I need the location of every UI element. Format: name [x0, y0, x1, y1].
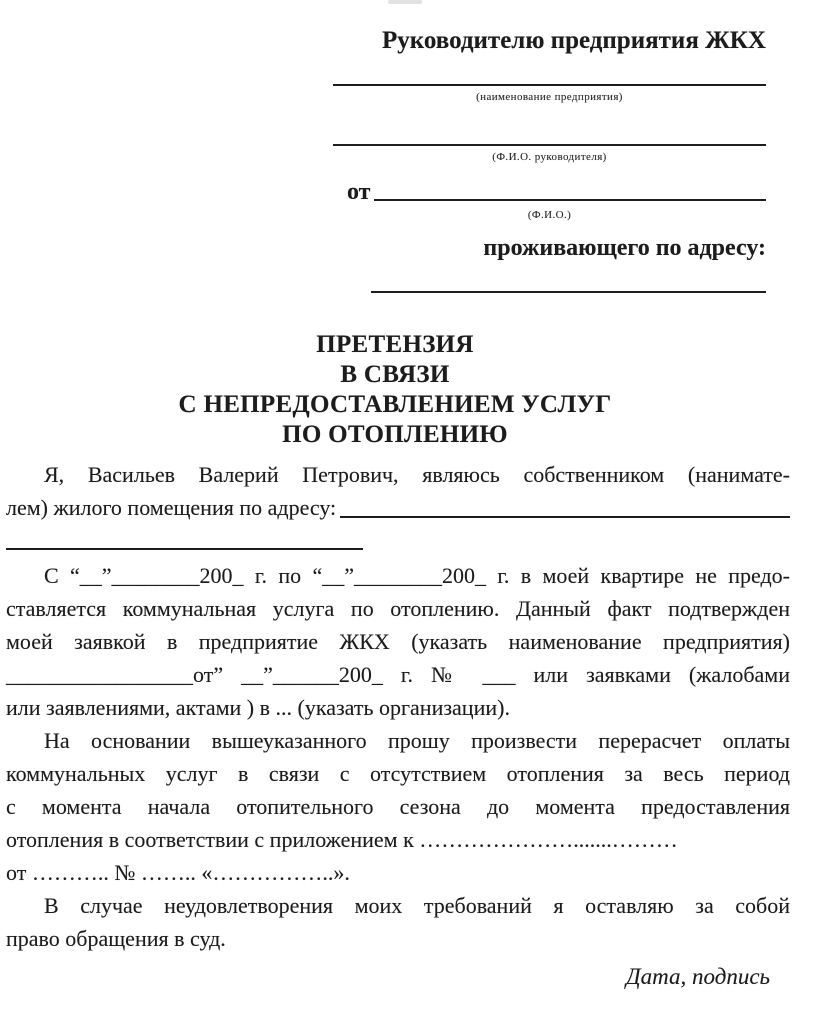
from-label: от	[347, 179, 371, 205]
address-continuation-blank-line	[6, 524, 363, 550]
paragraph-owner-statement	[6, 458, 790, 550]
body-line: Я, Васильев Валерий Петрович, являюсь собственником (нанимате-	[44, 462, 790, 487]
document-title-line-2: В СВЯЗИ	[340, 361, 450, 388]
residing-address-blank-line	[371, 291, 766, 293]
document-title	[0, 330, 790, 450]
paragraph-recalculation-request	[6, 724, 790, 889]
director-fio-blank-line	[333, 144, 766, 146]
body-line: С “__”________200_ г. по “__”________200_ г. в моей квартире не предо-	[44, 563, 790, 588]
body-line: В случае неудовлетворения моих требований я оставляю за собой	[44, 893, 790, 918]
body-line	[6, 491, 790, 524]
body-line: с момента начала отопительного сезона до момента предоставления	[6, 794, 790, 819]
enterprise-name-blank-line	[333, 84, 766, 86]
addressee-title: Руководителю предприятия ЖКХ	[382, 27, 766, 54]
scan-artifact	[388, 0, 422, 4]
address-intro-text: лем) жилого помещения по адресу:	[6, 495, 337, 520]
date-signature-label: Дата, подпись	[625, 964, 770, 989]
from-row	[333, 176, 766, 204]
body-line: На основании вышеуказанного прошу произвести перерасчет оплаты	[44, 728, 790, 753]
document-title-line-3: С НЕПРЕДОСТАВЛЕНИЕМ УСЛУГ	[178, 391, 612, 418]
document-title-line-4: ПО ОТОПЛЕНИЮ	[282, 421, 508, 448]
paragraph-no-heating-fact	[6, 559, 790, 724]
enterprise-name-caption: (наименование предприятия)	[476, 91, 623, 103]
body-line: от ……….. № …….. «……………..».	[6, 860, 350, 885]
body-line: право обращения в суд.	[6, 926, 226, 951]
body-line: ставляется коммунальная услуга по отоплению. Данный факт подтвержден	[6, 596, 790, 621]
director-fio-caption: (Ф.И.О. руководителя)	[492, 151, 607, 163]
addressee-block	[333, 26, 766, 293]
body-line: отопления в соответствии с приложением к ………………….......………	[6, 827, 678, 852]
document-body	[6, 458, 790, 955]
body-line: моей заявкой в предприятие ЖКХ (указать наименование предприятия)	[6, 629, 790, 654]
body-line: коммунальных услуг в связи с отсутствием отопления за весь период	[6, 761, 790, 786]
residing-address-label: проживающего по адресу:	[483, 235, 766, 261]
body-line: _________________от” __”______200_ г. № ___ или заявками (жалобами	[6, 662, 790, 687]
fio-caption: (Ф.И.О.)	[527, 209, 572, 221]
from-fio-blank-line	[374, 199, 766, 201]
address-blank-line	[340, 516, 790, 518]
paragraph-court-warning	[6, 889, 790, 955]
body-line: или заявлениями, актами ) в ... (указать организации).	[6, 695, 510, 720]
document-title-line-1: ПРЕТЕНЗИЯ	[316, 331, 474, 358]
